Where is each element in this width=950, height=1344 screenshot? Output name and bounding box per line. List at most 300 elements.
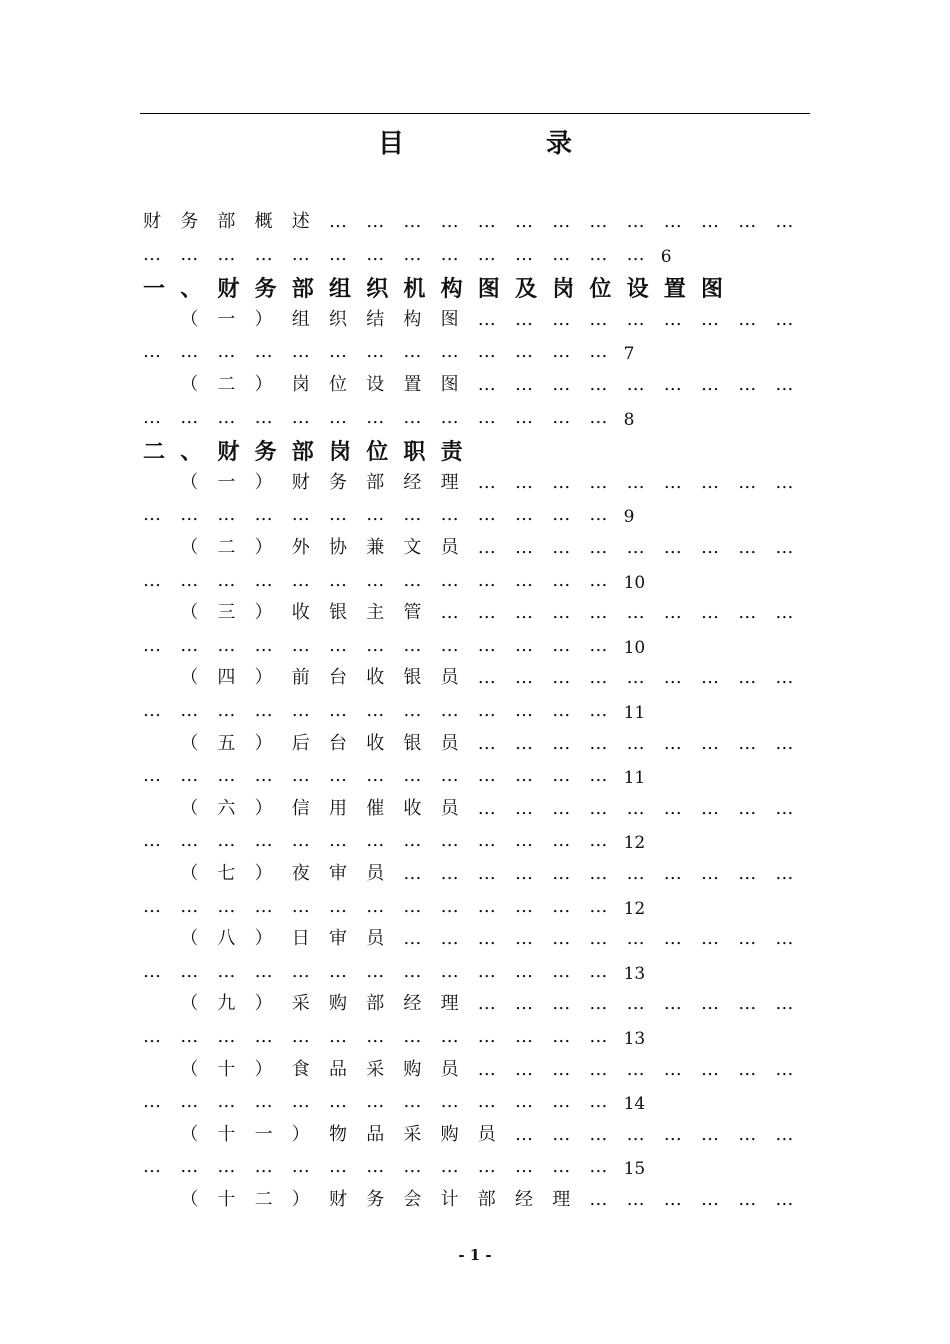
leader-dots: …: [626, 993, 645, 1015]
toc-entry-char: 理: [552, 1189, 571, 1210]
toc-entry-char: 述: [291, 211, 310, 232]
leader-dots: …: [775, 797, 794, 819]
leader-dots: …: [589, 374, 608, 395]
toc-entry-continuation[interactable]: [0, 826, 950, 856]
toc-entry-continuation[interactable]: [0, 696, 950, 726]
leader-dots: …: [180, 341, 199, 363]
toc-entry-continuation[interactable]: [0, 892, 950, 922]
leader-dots: …: [701, 374, 719, 395]
toc-entry-char: 财: [291, 471, 310, 493]
leader-dots: …: [626, 863, 645, 884]
toc-entry-char: ）: [254, 732, 273, 754]
leader-dots: …: [143, 243, 161, 265]
leader-dots: …: [477, 504, 496, 526]
toc-entry-char: 五: [217, 732, 236, 754]
toc-entry-char: 员: [440, 732, 459, 754]
page-number-footer: - 1 -: [458, 1246, 492, 1264]
toc-entry-char: 台: [329, 732, 347, 754]
toc-entry[interactable]: [0, 598, 950, 628]
toc-entry-char: 十: [217, 1058, 236, 1080]
leader-dots: …: [366, 243, 385, 265]
leader-dots: …: [366, 406, 385, 428]
leader-dots: …: [552, 211, 571, 232]
leader-dots: …: [403, 341, 422, 363]
leader-dots: …: [626, 928, 645, 950]
toc-entry-char: 收: [366, 732, 385, 754]
toc-entry[interactable]: [0, 859, 950, 889]
leader-dots: …: [515, 471, 533, 493]
leader-dots: …: [552, 1156, 571, 1178]
toc-entry[interactable]: [0, 370, 950, 400]
leader-dots: …: [254, 1091, 273, 1113]
leader-dots: …: [552, 765, 571, 787]
leader-dots: …: [254, 634, 273, 656]
leader-dots: …: [552, 797, 571, 819]
leader-dots: …: [440, 700, 459, 721]
leader-dots: …: [552, 374, 571, 395]
toc-entry-char: （: [180, 732, 199, 754]
leader-dots: …: [366, 765, 385, 787]
leader-dots: …: [217, 1091, 236, 1113]
leader-dots: …: [477, 211, 496, 232]
leader-dots: …: [254, 1156, 273, 1178]
leader-dots: …: [440, 895, 459, 917]
leader-dots: …: [143, 634, 161, 656]
leader-dots: …: [552, 700, 571, 721]
leader-dots: …: [440, 1091, 459, 1113]
leader-dots: …: [366, 895, 385, 917]
leader-dots: …: [366, 700, 385, 721]
leader-dots: …: [552, 1026, 571, 1047]
leader-dots: …: [440, 1026, 459, 1047]
toc-entry-char: 员: [366, 863, 385, 884]
leader-dots: …: [515, 1091, 533, 1113]
leader-dots: …: [626, 471, 645, 493]
leader-dots: …: [515, 765, 533, 787]
toc-page-number: 15: [623, 1159, 646, 1180]
leader-dots: …: [217, 504, 236, 526]
leader-dots: …: [738, 537, 757, 558]
toc-entry-char: ）: [254, 537, 273, 558]
leader-dots: …: [403, 700, 422, 721]
leader-dots: …: [329, 211, 347, 232]
leader-dots: …: [775, 667, 794, 689]
toc-entry-char: ）: [291, 1123, 310, 1145]
toc-entry-continuation[interactable]: [0, 403, 950, 433]
leader-dots: …: [738, 1058, 757, 1080]
leader-dots: …: [477, 602, 496, 624]
leader-dots: …: [663, 1123, 682, 1145]
toc-page-number: 6: [660, 246, 672, 267]
toc-entry-char: ）: [254, 471, 273, 493]
leader-dots: …: [329, 1026, 347, 1047]
toc-entry[interactable]: [0, 1185, 950, 1215]
toc-entry-char: 员: [366, 928, 385, 950]
leader-dots: …: [589, 504, 608, 526]
leader-dots: …: [291, 895, 310, 917]
leader-dots: …: [738, 374, 757, 395]
leader-dots: …: [589, 634, 608, 656]
leader-dots: …: [701, 211, 719, 232]
toc-entry[interactable]: [0, 1120, 950, 1150]
leader-dots: …: [701, 863, 719, 884]
toc-entry-char: ）: [254, 863, 273, 884]
toc-entry-char: （: [180, 602, 199, 624]
toc-entry[interactable]: [0, 468, 950, 498]
toc-entry-continuation[interactable]: [0, 957, 950, 987]
leader-dots: …: [366, 341, 385, 363]
leader-dots: …: [291, 765, 310, 787]
toc-entry-char: 二: [217, 374, 236, 395]
toc-entry[interactable]: [0, 924, 950, 954]
leader-dots: …: [552, 406, 571, 428]
leader-dots: …: [143, 341, 161, 363]
leader-dots: …: [366, 830, 385, 852]
leader-dots: …: [738, 797, 757, 819]
leader-dots: …: [552, 504, 571, 526]
toc-entry-char: 务: [180, 211, 199, 232]
leader-dots: …: [552, 634, 571, 656]
leader-dots: …: [254, 960, 273, 982]
leader-dots: …: [254, 700, 273, 721]
leader-dots: …: [515, 308, 533, 330]
toc-entry[interactable]: [0, 794, 950, 824]
leader-dots: …: [217, 1156, 236, 1178]
leader-dots: …: [589, 1091, 608, 1113]
leader-dots: …: [663, 863, 682, 884]
leader-dots: …: [217, 700, 236, 721]
leader-dots: …: [552, 308, 571, 330]
toc-entry-char: 七: [217, 863, 236, 884]
leader-dots: …: [589, 863, 608, 884]
leader-dots: …: [291, 960, 310, 982]
toc-entry-char: （: [180, 1058, 199, 1080]
toc-entry-char: 品: [329, 1058, 347, 1080]
toc-entry-char: 银: [329, 602, 347, 624]
toc-entry-char: 八: [217, 928, 236, 950]
toc-page-number: 11: [623, 703, 646, 723]
toc-entry-char: ）: [254, 928, 273, 950]
leader-dots: …: [403, 1026, 422, 1047]
toc-page-number: 11: [623, 768, 646, 789]
leader-dots: …: [440, 765, 459, 787]
leader-dots: …: [143, 504, 161, 526]
leader-dots: …: [552, 243, 571, 265]
leader-dots: …: [589, 406, 608, 428]
toc-page-number: 8: [623, 409, 635, 430]
toc-entry-char: 六: [217, 797, 236, 819]
leader-dots: …: [180, 406, 199, 428]
leader-dots: …: [477, 895, 496, 917]
leader-dots: …: [515, 374, 533, 395]
toc-entry-char: 组: [291, 308, 310, 330]
toc-entry-char: ）: [254, 667, 273, 689]
toc-entry[interactable]: [0, 989, 950, 1019]
leader-dots: …: [366, 634, 385, 656]
toc-entry-char: 位: [329, 374, 347, 395]
toc-entry-continuation[interactable]: [0, 1022, 950, 1052]
toc-entry-char: 外: [291, 537, 310, 558]
leader-dots: …: [440, 341, 459, 363]
leader-dots: …: [254, 830, 273, 852]
leader-dots: …: [775, 1058, 794, 1080]
page-title: 目 录: [377, 129, 630, 159]
leader-dots: …: [515, 341, 533, 363]
toc-entry-continuation[interactable]: [0, 566, 950, 596]
leader-dots: …: [626, 243, 645, 265]
leader-dots: …: [589, 537, 608, 558]
leader-dots: …: [180, 569, 199, 591]
toc-entry-char: 岗: [291, 374, 310, 395]
leader-dots: …: [589, 830, 608, 852]
leader-dots: …: [477, 928, 496, 950]
toc-page-number: 10: [623, 572, 646, 593]
leader-dots: …: [440, 863, 459, 884]
leader-dots: …: [291, 1156, 310, 1178]
leader-dots: …: [477, 374, 496, 395]
leader-dots: …: [291, 634, 310, 656]
leader-dots: …: [477, 1058, 496, 1080]
toc-entry[interactable]: [0, 305, 950, 335]
leader-dots: …: [663, 1189, 682, 1210]
leader-dots: …: [701, 993, 719, 1015]
leader-dots: …: [403, 960, 422, 982]
toc-entry-char: 经: [403, 471, 422, 493]
toc-entry-char: 审: [329, 863, 347, 884]
leader-dots: …: [701, 602, 719, 624]
leader-dots: …: [254, 406, 273, 428]
leader-dots: …: [515, 960, 533, 982]
leader-dots: …: [254, 504, 273, 526]
toc-page-number: 10: [623, 637, 646, 658]
toc-entry[interactable]: [0, 1055, 950, 1085]
leader-dots: …: [552, 1123, 571, 1145]
leader-dots: …: [180, 1156, 199, 1178]
leader-dots: …: [589, 308, 608, 330]
leader-dots: …: [477, 1026, 496, 1047]
leader-dots: …: [366, 1091, 385, 1113]
leader-dots: …: [552, 602, 571, 624]
leader-dots: …: [329, 765, 347, 787]
toc-entry-continuation[interactable]: [0, 761, 950, 791]
leader-dots: …: [515, 797, 533, 819]
toc-heading-text: 二、财务部岗位职责: [143, 439, 478, 466]
toc-entry-char: 协: [329, 537, 347, 558]
toc-entry-char: 十: [217, 1189, 236, 1210]
leader-dots: …: [626, 374, 645, 395]
leader-dots: …: [775, 928, 794, 950]
leader-dots: …: [738, 667, 757, 689]
toc-entry-char: 设: [366, 374, 385, 395]
leader-dots: …: [589, 765, 608, 787]
leader-dots: …: [552, 1058, 571, 1080]
leader-dots: …: [440, 928, 459, 950]
toc-heading-text: 一、财务部组织机构图及岗位设置图: [143, 276, 739, 303]
toc-entry-char: 购: [329, 993, 347, 1015]
toc-entry-char: 织: [329, 308, 347, 330]
leader-dots: …: [366, 569, 385, 591]
leader-dots: …: [477, 634, 496, 656]
toc-entry-char: 购: [440, 1123, 459, 1145]
leader-dots: …: [477, 667, 496, 689]
leader-dots: …: [143, 700, 161, 721]
leader-dots: …: [329, 504, 347, 526]
leader-dots: …: [515, 667, 533, 689]
leader-dots: …: [440, 243, 459, 265]
toc-entry-char: ）: [254, 602, 273, 624]
toc-entry-char: ）: [254, 797, 273, 819]
leader-dots: …: [477, 341, 496, 363]
leader-dots: …: [180, 765, 199, 787]
toc-section-heading[interactable]: [0, 437, 950, 467]
leader-dots: …: [663, 667, 682, 689]
leader-dots: …: [329, 895, 347, 917]
toc-page-number: 14: [623, 1094, 646, 1115]
toc-page-number: 12: [623, 833, 646, 854]
toc-entry-char: 图: [440, 308, 459, 330]
toc-entry-char: （: [180, 993, 199, 1015]
toc-entry-char: ）: [254, 993, 273, 1015]
toc-entry-char: 部: [477, 1189, 496, 1210]
leader-dots: …: [663, 1058, 682, 1080]
leader-dots: …: [775, 374, 794, 395]
leader-dots: …: [701, 732, 719, 754]
toc-entry-char: 构: [403, 308, 422, 330]
toc-entry-char: 员: [440, 537, 459, 558]
leader-dots: …: [515, 406, 533, 428]
toc-entry-char: 后: [291, 732, 310, 754]
leader-dots: …: [552, 569, 571, 591]
leader-dots: …: [254, 1026, 273, 1047]
leader-dots: …: [589, 797, 608, 819]
toc-entry-char: （: [180, 667, 199, 689]
leader-dots: …: [217, 406, 236, 428]
toc-entry-char: 催: [366, 797, 385, 819]
toc-entry-char: 食: [291, 1058, 310, 1080]
leader-dots: …: [626, 537, 645, 558]
leader-dots: …: [440, 830, 459, 852]
toc-entry[interactable]: [0, 207, 950, 237]
leader-dots: …: [254, 895, 273, 917]
leader-dots: …: [552, 341, 571, 363]
toc-entry-char: 采: [403, 1123, 422, 1145]
toc-page-number: 7: [623, 344, 635, 365]
leader-dots: …: [775, 732, 794, 754]
leader-dots: …: [477, 797, 496, 819]
leader-dots: …: [589, 1156, 608, 1178]
leader-dots: …: [515, 569, 533, 591]
leader-dots: …: [701, 1058, 719, 1080]
leader-dots: …: [663, 797, 682, 819]
toc-entry-char: 前: [291, 667, 310, 689]
leader-dots: …: [143, 830, 161, 852]
leader-dots: …: [738, 308, 757, 330]
leader-dots: …: [180, 830, 199, 852]
toc-entry-char: 一: [217, 471, 236, 493]
leader-dots: …: [701, 667, 719, 689]
toc-entry-continuation[interactable]: [0, 337, 950, 367]
toc-entry-continuation[interactable]: [0, 1087, 950, 1117]
toc-entry-char: （: [180, 308, 199, 330]
leader-dots: …: [626, 667, 645, 689]
leader-dots: …: [552, 471, 571, 493]
leader-dots: …: [626, 602, 645, 624]
toc-entry[interactable]: [0, 729, 950, 759]
leader-dots: …: [701, 928, 719, 950]
leader-dots: …: [403, 569, 422, 591]
leader-dots: …: [366, 504, 385, 526]
toc-entry-continuation[interactable]: [0, 500, 950, 530]
toc-entry-char: 理: [440, 471, 459, 493]
toc-entry-char: 计: [440, 1189, 459, 1210]
toc-entry-char: （: [180, 928, 199, 950]
toc-section-heading[interactable]: [0, 274, 950, 304]
leader-dots: …: [552, 830, 571, 852]
leader-dots: …: [143, 1026, 161, 1047]
toc-entry-char: 一: [254, 1123, 273, 1145]
toc-entry-char: 主: [366, 602, 385, 624]
toc-entry-char: 管: [403, 602, 422, 624]
toc-entry-char: ）: [291, 1189, 310, 1210]
toc-entry[interactable]: [0, 533, 950, 563]
leader-dots: …: [552, 928, 571, 950]
leader-dots: …: [552, 863, 571, 884]
leader-dots: …: [477, 537, 496, 558]
toc-entry-continuation[interactable]: [0, 631, 950, 661]
toc-entry-char: 部: [217, 211, 236, 232]
leader-dots: …: [589, 700, 608, 721]
toc-page-number: 9: [623, 507, 635, 528]
leader-dots: …: [663, 211, 682, 232]
toc-entry-char: ）: [254, 374, 273, 395]
leader-dots: …: [515, 1156, 533, 1178]
leader-dots: …: [440, 569, 459, 591]
toc-entry-char: 信: [291, 797, 310, 819]
toc-entry-char: 收: [366, 667, 385, 689]
toc-entry-char: 二: [217, 537, 236, 558]
toc-entry[interactable]: [0, 663, 950, 693]
toc-page-number: 12: [623, 898, 646, 919]
leader-dots: …: [291, 830, 310, 852]
leader-dots: …: [180, 504, 199, 526]
leader-dots: …: [440, 504, 459, 526]
leader-dots: …: [701, 308, 719, 330]
leader-dots: …: [477, 243, 496, 265]
leader-dots: …: [775, 993, 794, 1015]
toc-entry-char: 经: [403, 993, 422, 1015]
leader-dots: …: [440, 960, 459, 982]
toc-entry-char: 员: [477, 1123, 496, 1145]
toc-entry-continuation[interactable]: [0, 240, 950, 270]
leader-dots: …: [366, 960, 385, 982]
toc-entry-char: 台: [329, 667, 347, 689]
leader-dots: …: [515, 1058, 533, 1080]
leader-dots: …: [589, 1026, 608, 1047]
leader-dots: …: [217, 830, 236, 852]
leader-dots: …: [589, 211, 608, 232]
leader-dots: …: [589, 993, 608, 1015]
leader-dots: …: [440, 406, 459, 428]
toc-entry-char: 置: [403, 374, 422, 395]
leader-dots: …: [291, 1026, 310, 1047]
toc-entry-char: 二: [254, 1189, 273, 1210]
leader-dots: …: [552, 993, 571, 1015]
leader-dots: …: [291, 569, 310, 591]
toc-entry-char: 财: [143, 211, 161, 232]
leader-dots: …: [515, 243, 533, 265]
toc-entry-continuation[interactable]: [0, 1152, 950, 1182]
leader-dots: …: [477, 308, 496, 330]
